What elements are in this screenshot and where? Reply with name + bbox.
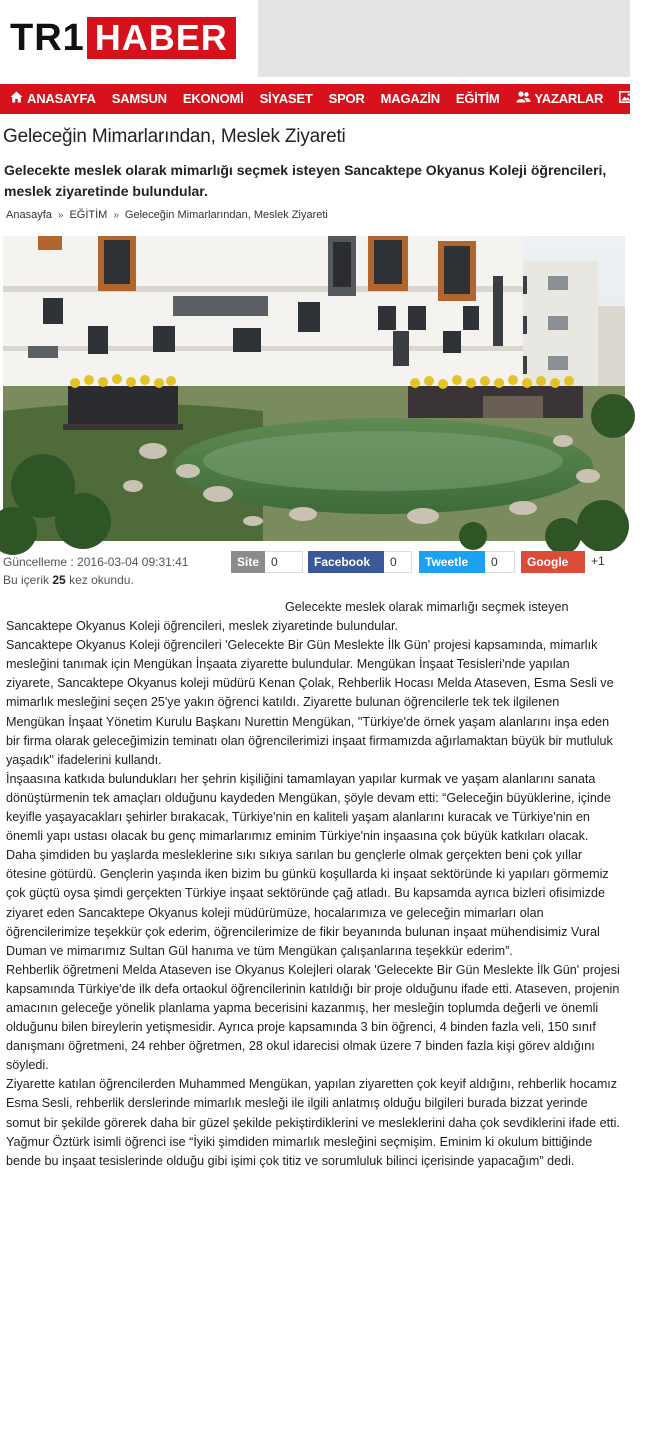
logo-tr1-text: TR1 <box>10 17 85 59</box>
article-body <box>6 598 620 1171</box>
nav-label: SİYASET <box>259 91 313 106</box>
users-icon <box>516 84 531 114</box>
nav-item-anasayfa[interactable] <box>0 84 104 114</box>
home-icon <box>10 84 23 114</box>
nav-item-magazin[interactable] <box>373 84 448 114</box>
article-hero-image <box>3 236 625 541</box>
read-count-line <box>3 571 188 589</box>
share-twitter[interactable] <box>419 551 515 573</box>
article-paragraph: İnşaasına katkıda bulundukları her şehrin kişiliğini tamamlayan yapılar kurmak ve yaşam alanlarını sanata dönüştürmenin tek amaçları olduğunu kaydeden Mengükan, şöyle devam etti: “Geleceğin büyüklerine, içinde keyifle yaşayacakları şehirler bırakacak, Türkiye'nin en kaliteli yaşam alanlarını kuracak ve Türkiye'nin en önemli yapı ustası olacak bu genç mimarlarımız eminim Türkiye'nin inşaasına çok büyük katkıları olacak. Daha şimdiden bu yaşlarda mesleklerine sıkı sıkıya sarılan bu gençlerle olmak gerçekten beni çok yıllar ötesine götürdü. Gençlerin yaşında iken bizim bu günkü koşullarda ki inşaat sektöründe ki yapıları görmemiz çok güçtü oysa şimdi gerçekten Türkiye inşaat sektöründe çağ atladı. Bu kapsamda ayrıca bizleri ofisimizde ziyaret eden Sancaktepe Okyanus koleji müdürümüze, hocalarımıza ve geleceğin mimarları olan öğrencilerimize teşekkür çok ederim, öğrencilerimize de fikir beyanında bulunan inşaat mühendisimiz Vural Duman ve mimarımız Sultan Gül hanıma ve tüm Mengükan çalışanlarına teşekkür ederim”. <box>6 771 611 958</box>
header-ad-banner[interactable] <box>258 0 630 77</box>
share-site-count: 0 <box>265 551 303 573</box>
nav-item-spor[interactable] <box>321 84 373 114</box>
updated-value: 2016-03-04 09:31:41 <box>77 555 189 569</box>
image-icon <box>619 84 633 114</box>
main-nav <box>0 84 648 114</box>
chevron-double-right-icon: » <box>113 209 119 221</box>
article-paragraph: Ziyarette katılan öğrencilerden Muhammed Mengükan, yapılan ziyaretten çok keyif aldığını, rehberlik hocamız Esma Sesli, rehberlik derslerinde mimarlık mesleği ile ilgili anlatmış olduğu bilgileri burada bizzat yerinde somut bir şekilde görerek daha bir güzel şekilde pekiştirdiklerini ve mesleklerini daha çok sevdiklerini ifade etti. <box>6 1077 620 1130</box>
article-paragraph: Yağmur Öztürk isimli öğrenci ise “İyiki şimdiden mimarlık mesleğini seçmişim. Eminim ki okulum bittiğinde bende bu inşaat tesislerinde olduğu gibi işimi çok titiz ve sorumluluk bilinci içerisinde yapacağım” dedi. <box>6 1134 593 1168</box>
updated-line <box>3 553 188 571</box>
share-google-button[interactable]: Google <box>521 551 585 573</box>
article-summary: Gelecekte meslek olarak mimarlığı seçmek isteyen Sancaktepe Okyanus Koleji öğrencileri, meslek ziyaretinde bulundular. <box>4 162 607 199</box>
nav-item-galeri[interactable] <box>611 84 655 114</box>
read-prefix: Bu içerik <box>3 573 50 587</box>
article-meta <box>3 553 188 589</box>
article-title: Geleceğin Mimarlarından, Meslek Ziyareti <box>3 126 346 147</box>
nav-label: G <box>637 91 648 106</box>
nav-item-siyaset[interactable] <box>252 84 321 114</box>
share-site-button[interactable]: Site <box>231 551 265 573</box>
nav-label: EKONOMİ <box>182 91 244 106</box>
updated-label: Güncelleme : <box>3 555 74 569</box>
breadcrumb <box>6 209 328 221</box>
article-paragraph: Sancaktepe Okyanus Koleji öğrencileri 'Gelecekte Bir Gün Meslekte İlk Gün' projesi kapsamında, mimarlık mesleğini tanımak için Mengükan İnşaata ziyarette bulundular. Mengükan İnşaat Tesisleri'nde yapılan ziyarete, Sancaktepe Okyanus koleji müdürü Kenan Çolak, Rehberlik Hocası Melda Ataseven, Esma Sesli ve mimarlık mesleğini seçen 25'ye yakın öğrenci katıldı. Ziyarette bulunan öğrencilerle tek tek ilgilenen Mengükan İnşaat Yönetim Kurulu Başkanı Nurettin Mengükan, "Türkiye'de örnek yaşam alanlarını inşa eden bir firma olarak geleceğimizin teminatı olan öğrencilerimizi inşaat firmamızda ağırlamaktan büyük bir mutluluk yaşadık" ifadelerini kullandı. <box>6 638 614 767</box>
share-facebook-count: 0 <box>384 551 412 573</box>
nav-label: EĞİTİM <box>455 91 500 106</box>
nav-item-egitim[interactable] <box>448 84 508 114</box>
breadcrumb-current: Geleceğin Mimarlarından, Meslek Ziyareti <box>124 209 328 221</box>
site-logo[interactable] <box>10 14 236 62</box>
article-paragraph: Rehberlik öğretmeni Melda Ataseven ise Okyanus Kolejleri olarak 'Gelecekte Bir Gün Meslekte İlk Gün' projesi kapsamında Türkiye'de ilk defa ortaokul öğrencilerinin katıldığı bir proje olduğunu ifade etti. Ataseven, projenin amacının geleceğe yönelik planlama yapma becerisini kazanmış, her mesleğin toplumda değerli ve önemli olduğunu bilen bireylerin yetişmesidir. Ayrıca proje kapsamında 3 bin öğrenci, 4 binden fazla veli, 150 sınıf danışmanı öğretmeni, 24 rehber öğretmen, 28 okul idarecisi olmak üzere 7 binden fazla kişi görev aldığını söyledi. <box>6 962 620 1073</box>
site-header <box>0 0 630 80</box>
share-facebook[interactable] <box>308 551 412 573</box>
nav-label: SAMSUN <box>111 91 167 106</box>
share-site[interactable] <box>231 551 303 573</box>
breadcrumb-home-link[interactable]: Anasayfa <box>6 209 52 221</box>
chevron-double-right-icon: » <box>57 209 64 221</box>
breadcrumb-category-link[interactable]: EĞİTİM <box>69 209 108 221</box>
share-twitter-button[interactable]: Tweetle <box>419 551 485 573</box>
read-count: 25 <box>52 573 66 587</box>
read-suffix: kez okundu. <box>69 573 134 587</box>
nav-label: MAGAZİN <box>380 91 440 106</box>
nav-label: YAZARLAR <box>534 91 604 106</box>
share-facebook-button[interactable]: Facebook <box>308 551 384 573</box>
share-google[interactable] <box>521 551 617 573</box>
nav-item-ekonomi[interactable] <box>175 84 252 114</box>
share-twitter-count: 0 <box>485 551 515 573</box>
nav-item-yazarlar[interactable] <box>508 84 612 114</box>
nav-label: ANASAYFA <box>27 91 96 106</box>
nav-label: SPOR <box>328 91 365 106</box>
logo-haber-text: HABER <box>87 17 236 59</box>
nav-item-samsun[interactable] <box>104 84 175 114</box>
article-paragraph: Gelecekte meslek olarak mimarlığı seçmek isteyen Sancaktepe Okyanus Koleji öğrencileri, meslek ziyaretinde bulundular. <box>6 600 569 634</box>
share-google-count: +1 <box>585 551 617 573</box>
